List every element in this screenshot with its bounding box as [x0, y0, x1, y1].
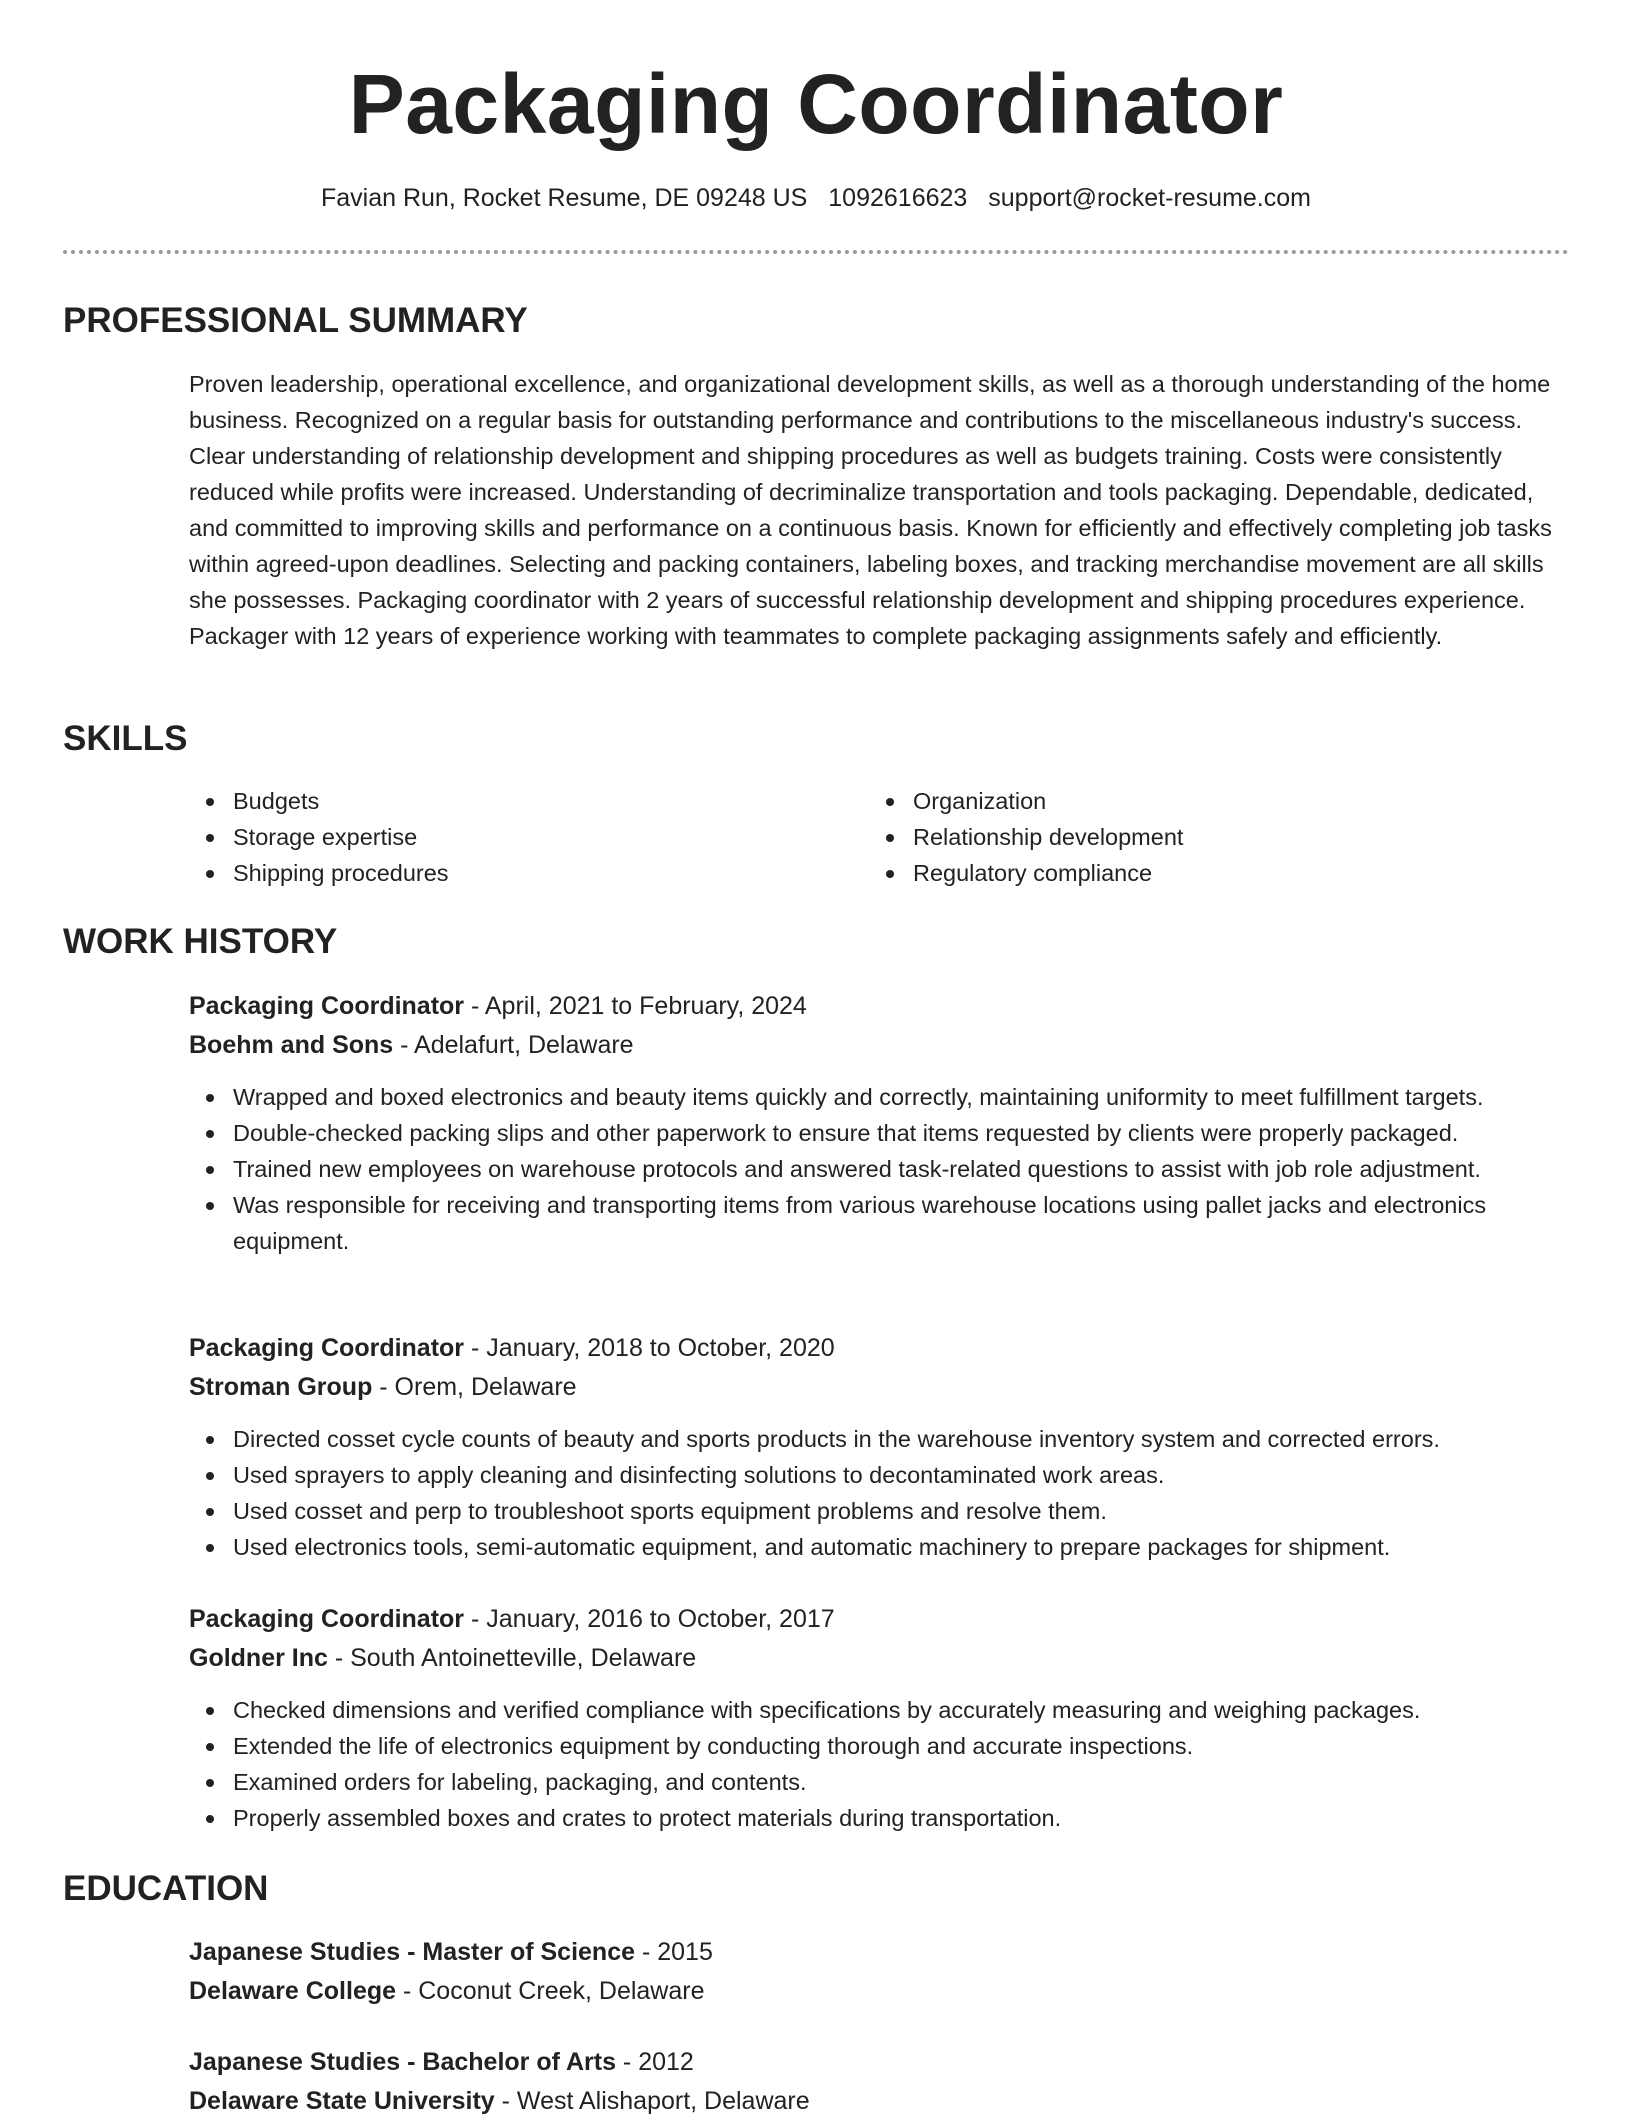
job-company: Boehm and Sons: [189, 1031, 394, 1059]
education-entry: [189, 2043, 1569, 2121]
job-duty: Examined orders for labeling, packaging, and contents.: [189, 1764, 1569, 1800]
education-school: Delaware State University: [189, 2087, 495, 2115]
job-location: - Orem, Delaware: [372, 1373, 577, 1401]
education-heading: EDUCATION: [63, 1869, 269, 1908]
contact-email: support@rocket-resume.com: [988, 184, 1311, 212]
summary-heading: PROFESSIONAL SUMMARY: [63, 301, 528, 340]
skills-list-right: [869, 783, 1183, 891]
work-heading: WORK HISTORY: [63, 922, 338, 961]
job-duties: [189, 1692, 1569, 1836]
contact-address: Favian Run, Rocket Resume, DE 09248 US: [320, 184, 808, 212]
resume-name: Packaging Coordinator: [348, 57, 1284, 151]
contact-phone: 1092616623: [828, 184, 968, 212]
summary-text: Proven leadership, operational excellence, and organizational development skills, as well as a thorough understanding of the home business. Recognized on a regular basis for outstanding performance and contributions to the miscellaneous industry's success. Clear understanding of relationship development and shipping procedures as well as budgets training. Costs were consistently reduced while profits were increased. Understanding of decriminalize transportation and tools packaging. Dependable, dedicated, and committed to improving skills and performance on a continuous basis. Known for efficiently and effectively completing job tasks within agreed-upon deadlines. Selecting and packing containers, labeling boxes, and tracking merchandise movement are all skills she possesses. Packaging coordinator with 2 years of successful relationship development and shipping procedures experience. Packager with 12 years of experience working with teammates to complete packaging assignments safely and efficiently.: [189, 371, 1552, 649]
header-divider: [63, 250, 1569, 254]
job-role: Packaging Coordinator: [189, 992, 465, 1020]
job-duty: Double-checked packing slips and other paperwork to ensure that items requested by clients were properly packaged.: [189, 1115, 1569, 1151]
job-duty: Properly assembled boxes and crates to protect materials during transportation.: [189, 1800, 1569, 1836]
job-duty: Was responsible for receiving and transporting items from various warehouse locations using pallet jacks and electronics equipment.: [189, 1187, 1569, 1259]
education-school: Delaware College: [189, 1977, 397, 2005]
contact-line: [0, 180, 1632, 216]
skill-item: Budgets: [189, 783, 449, 819]
education-school-line: [189, 1972, 1569, 2011]
job-title-line: [189, 1600, 1569, 1639]
job-company: Goldner Inc: [189, 1644, 328, 1672]
skill-item: Regulatory compliance: [869, 855, 1183, 891]
job-duty: Checked dimensions and verified compliance with specifications by accurately measuring and weighing packages.: [189, 1692, 1569, 1728]
job-duty: Extended the life of electronics equipment by conducting thorough and accurate inspections.: [189, 1728, 1569, 1764]
job-title-line: [189, 1329, 1569, 1368]
job-title-line: [189, 987, 1569, 1026]
job-company-line: [189, 1368, 1569, 1407]
skill-item: Shipping procedures: [189, 855, 449, 891]
job-duty: Used cosset and perp to troubleshoot sports equipment problems and resolve them.: [189, 1493, 1569, 1529]
job-role: Packaging Coordinator: [189, 1334, 465, 1362]
job-company-line: [189, 1026, 1569, 1065]
job-duty: Directed cosset cycle counts of beauty and sports products in the warehouse inventory system and corrected errors.: [189, 1421, 1569, 1457]
job-location: - South Antoinetteville, Delaware: [327, 1644, 697, 1672]
job-location: - Adelafurt, Delaware: [393, 1031, 634, 1059]
education-entry: [189, 1933, 1569, 2011]
job-company: Stroman Group: [189, 1373, 373, 1401]
job-role: Packaging Coordinator: [189, 1605, 465, 1633]
education-school-line: [189, 2082, 1569, 2121]
skills-list-left: [189, 783, 449, 891]
job-entry: [189, 1329, 1569, 1565]
education-year: - 2015: [635, 1938, 713, 1966]
job-duty: Used sprayers to apply cleaning and disinfecting solutions to decontaminated work areas.: [189, 1457, 1569, 1493]
education-year: - 2012: [615, 2048, 694, 2076]
job-duties: [189, 1079, 1569, 1259]
job-dates: - January, 2016 to October, 2017: [464, 1605, 835, 1633]
education-degree-line: [189, 2043, 1569, 2082]
job-duty: Wrapped and boxed electronics and beauty items quickly and correctly, maintaining uniformity to meet fulfillment targets.: [189, 1079, 1569, 1115]
job-entry: [189, 1600, 1569, 1836]
job-duty: Used electronics tools, semi-automatic equipment, and automatic machinery to prepare packages for shipment.: [189, 1529, 1569, 1565]
job-duties: [189, 1421, 1569, 1565]
job-duty: Trained new employees on warehouse protocols and answered task-related questions to assist with job role adjustment.: [189, 1151, 1569, 1187]
skill-item: Organization: [869, 783, 1183, 819]
job-dates: - April, 2021 to February, 2024: [464, 992, 807, 1020]
education-degree: Japanese Studies - Master of Science: [189, 1938, 636, 1966]
job-dates: - January, 2018 to October, 2020: [464, 1334, 835, 1362]
skill-item: Relationship development: [869, 819, 1183, 855]
education-degree-line: [189, 1933, 1569, 1972]
education-degree: Japanese Studies - Bachelor of Arts: [189, 2048, 616, 2076]
job-entry: [189, 987, 1569, 1259]
education-location: - Coconut Creek, Delaware: [396, 1977, 705, 2005]
education-location: - West Alishaport, Delaware: [494, 2087, 810, 2115]
skills-heading: SKILLS: [63, 719, 188, 758]
job-company-line: [189, 1639, 1569, 1678]
skill-item: Storage expertise: [189, 819, 449, 855]
